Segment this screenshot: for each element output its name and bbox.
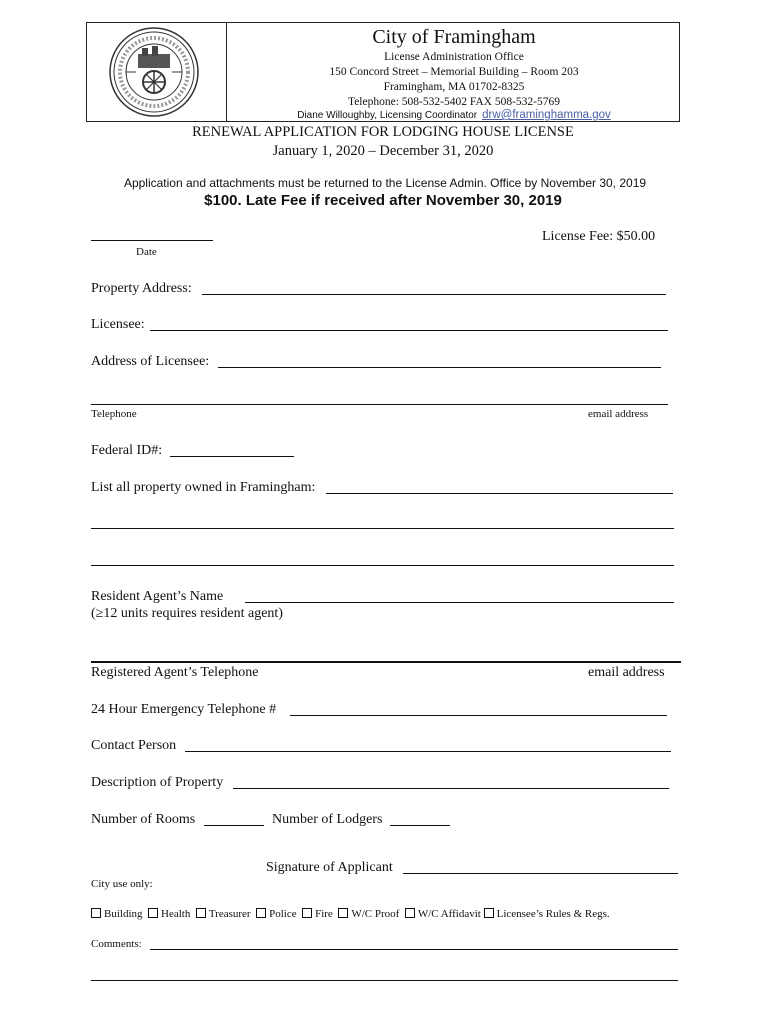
federal-id-label: Federal ID#: (91, 443, 163, 458)
list-property-label: List all property owned in Framingham: (91, 480, 316, 495)
registered-agent-phone-label: Registered Agent’s Telephone (91, 665, 259, 680)
emergency-phone-label: 24 Hour Emergency Telephone # (91, 702, 277, 717)
coordinator-email-link[interactable]: drw@framinghamma.gov (482, 109, 611, 121)
coordinator-line (228, 109, 680, 121)
property-address-label: Property Address: (91, 281, 192, 296)
checkbox-fire[interactable] (302, 908, 333, 920)
resident-agent-field[interactable] (245, 602, 674, 603)
comments-field-2[interactable] (91, 980, 678, 981)
registered-agent-field[interactable] (91, 661, 681, 663)
checkbox-wc-affidavit[interactable] (405, 908, 481, 920)
date-field[interactable] (91, 240, 213, 241)
number-of-rooms-field[interactable] (204, 825, 264, 826)
checkbox-label: Health (161, 908, 191, 920)
checkbox-label: Licensee’s Rules & Regs. (496, 908, 610, 920)
license-period: January 1, 2020 – December 31, 2020 (272, 143, 494, 159)
number-of-lodgers-field[interactable] (390, 825, 450, 826)
checkbox-label: Fire (315, 908, 333, 920)
license-fee: License Fee: $50.00 (542, 229, 656, 244)
checkbox-square-icon[interactable] (338, 908, 348, 918)
contact-person-label: Contact Person (91, 738, 177, 753)
checkbox-square-icon[interactable] (148, 908, 158, 918)
licensee-label: Licensee: (91, 317, 145, 332)
list-property-field-3[interactable] (91, 565, 674, 566)
checkbox-label: Building (104, 908, 143, 920)
office-phone-fax: Telephone: 508-532-5402 FAX 508-532-5769 (347, 96, 561, 108)
city-seal-logo (108, 26, 200, 118)
coordinator-name: Diane Willoughby, Licensing Coordinator (297, 110, 478, 121)
contact-person-field[interactable] (185, 751, 671, 752)
comments-field-1[interactable] (150, 949, 678, 950)
signature-label: Signature of Applicant (266, 860, 393, 875)
number-of-rooms-label: Number of Rooms (91, 812, 196, 827)
checkbox-square-icon[interactable] (405, 908, 415, 918)
office-name: License Administration Office (384, 51, 524, 63)
registered-agent-email-label: email address (588, 665, 665, 680)
checkbox-square-icon[interactable] (196, 908, 206, 918)
checkbox-label: W/C Proof (351, 908, 400, 920)
list-property-field-1[interactable] (326, 493, 673, 494)
address-of-licensee-field[interactable] (218, 367, 661, 368)
number-of-lodgers-label: Number of Lodgers (272, 812, 383, 827)
emergency-phone-field[interactable] (290, 715, 667, 716)
licensee-field[interactable] (150, 330, 668, 331)
email-address-label-small: email address (588, 408, 649, 420)
city-use-checkbox-row (91, 908, 610, 920)
resident-agent-note: (≥12 units requires resident agent) (91, 606, 283, 621)
checkbox-square-icon[interactable] (484, 908, 494, 918)
checkbox-treasurer[interactable] (196, 908, 251, 920)
checkbox-health[interactable] (148, 908, 190, 920)
office-address: 150 Concord Street – Memorial Building – Room 203 (329, 66, 579, 78)
checkbox-label: Treasurer (208, 908, 251, 920)
checkbox-police[interactable] (256, 908, 297, 920)
description-label: Description of Property (91, 775, 224, 790)
return-notice: Application and attachments must be returned to the License Admin. Office by November 30, 2019 (123, 176, 647, 190)
checkbox-square-icon[interactable] (91, 908, 101, 918)
late-fee-notice: $100. Late Fee if received after November 30, 2019 (204, 192, 562, 209)
date-label: Date (136, 246, 157, 258)
checkbox-square-icon[interactable] (302, 908, 312, 918)
telephone-label: Telephone (91, 408, 137, 420)
telephone-email-field[interactable] (91, 404, 668, 405)
checkbox-licensee-rules[interactable] (484, 908, 610, 920)
property-address-field[interactable] (202, 294, 666, 295)
signature-field[interactable] (403, 873, 678, 874)
office-city-state: Framingham, MA 01702-8325 (383, 81, 525, 93)
federal-id-field[interactable] (170, 456, 294, 457)
checkbox-label: Police (269, 908, 297, 920)
address-of-licensee-label: Address of Licensee: (91, 354, 210, 369)
list-property-field-2[interactable] (91, 528, 674, 529)
checkbox-building[interactable] (91, 908, 143, 920)
checkbox-square-icon[interactable] (256, 908, 266, 918)
city-use-label: City use only: (91, 878, 153, 890)
header-divider (226, 22, 227, 122)
checkbox-label: W/C Affidavit (417, 908, 481, 920)
resident-agent-label: Resident Agent’s Name (91, 589, 224, 604)
application-title: RENEWAL APPLICATION FOR LODGING HOUSE LICENSE (192, 124, 574, 140)
comments-label: Comments: (91, 938, 142, 950)
city-title: City of Framingham (372, 26, 536, 48)
checkbox-wc-proof[interactable] (338, 908, 399, 920)
description-field[interactable] (233, 788, 669, 789)
